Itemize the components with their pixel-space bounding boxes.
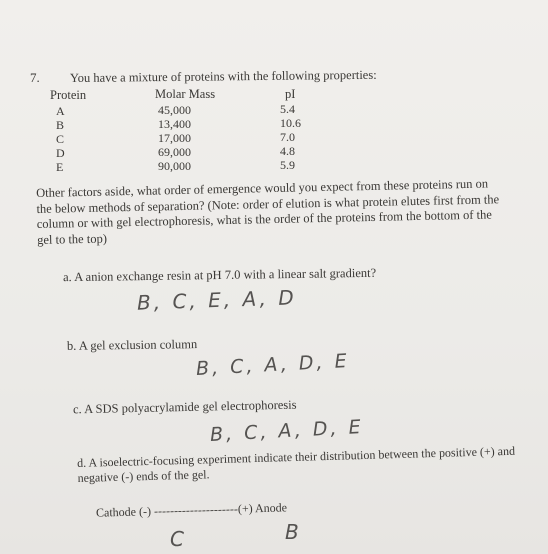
pi-column	[280, 102, 301, 172]
mass-b: 13,400	[158, 117, 191, 131]
part-c-text: A SDS polyacrylamide gel electrophoresis	[83, 397, 297, 417]
protein-a: A	[56, 104, 65, 118]
header-pi: pI	[285, 87, 296, 101]
part-b-answer: B, C, A, D, E	[195, 349, 351, 381]
question-body: Other factors aside, what order of emergence would you expect from these proteins run on the below methods of separation? (Note: order of elution is what protein elutes first from the column or with gel electrophoresis, what is the order of the proteins from the bottom of the gel to the top)	[36, 176, 500, 247]
part-a-answer: B, C, E, A, D	[136, 285, 298, 315]
pi-c: 7.0	[280, 130, 295, 144]
mass-d: 69,000	[158, 145, 191, 159]
electrode-line: Cathode (-) ---------------------(+) Anode	[95, 500, 288, 520]
mass-a: 45,000	[158, 103, 191, 117]
part-c	[73, 398, 297, 418]
question-number: 7.	[30, 70, 40, 85]
question-intro: You have a mixture of proteins with the following properties:	[69, 67, 377, 85]
part-d-answer-end: B	[285, 520, 302, 544]
part-b-text: A gel exclusion column	[78, 337, 198, 353]
part-b	[67, 337, 197, 354]
part-d	[77, 443, 528, 486]
part-a	[63, 266, 376, 285]
mass-column	[158, 103, 191, 173]
mass-c: 17,000	[158, 131, 191, 145]
protein-d: D	[56, 146, 65, 160]
pi-d: 4.8	[280, 144, 295, 158]
mass-e: 90,000	[158, 159, 191, 173]
header-molar-mass: Molar Mass	[155, 87, 216, 101]
part-a-text: A anion exchange resin at pH 7.0 with a linear salt gradient?	[74, 265, 377, 285]
part-d-answer-partial: C	[170, 527, 187, 551]
part-b-label: b.	[66, 338, 77, 353]
protein-column	[56, 104, 65, 174]
pi-e: 5.9	[280, 158, 295, 172]
protein-c: C	[56, 132, 65, 146]
pi-b: 10.6	[280, 116, 301, 130]
protein-b: B	[56, 118, 65, 132]
header-protein: Protein	[50, 88, 87, 102]
part-d-text: A isoelectric-focusing experiment indicate their distribution between the positive (+) and negative (-) ends of the gel.	[77, 443, 516, 485]
pi-a: 5.4	[280, 102, 295, 116]
protein-e: E	[56, 160, 64, 174]
part-c-answer: B, C, A, D, E	[209, 415, 365, 447]
part-a-label: a.	[62, 270, 72, 285]
part-d-label: d.	[77, 455, 87, 470]
part-c-label: c.	[72, 402, 82, 417]
